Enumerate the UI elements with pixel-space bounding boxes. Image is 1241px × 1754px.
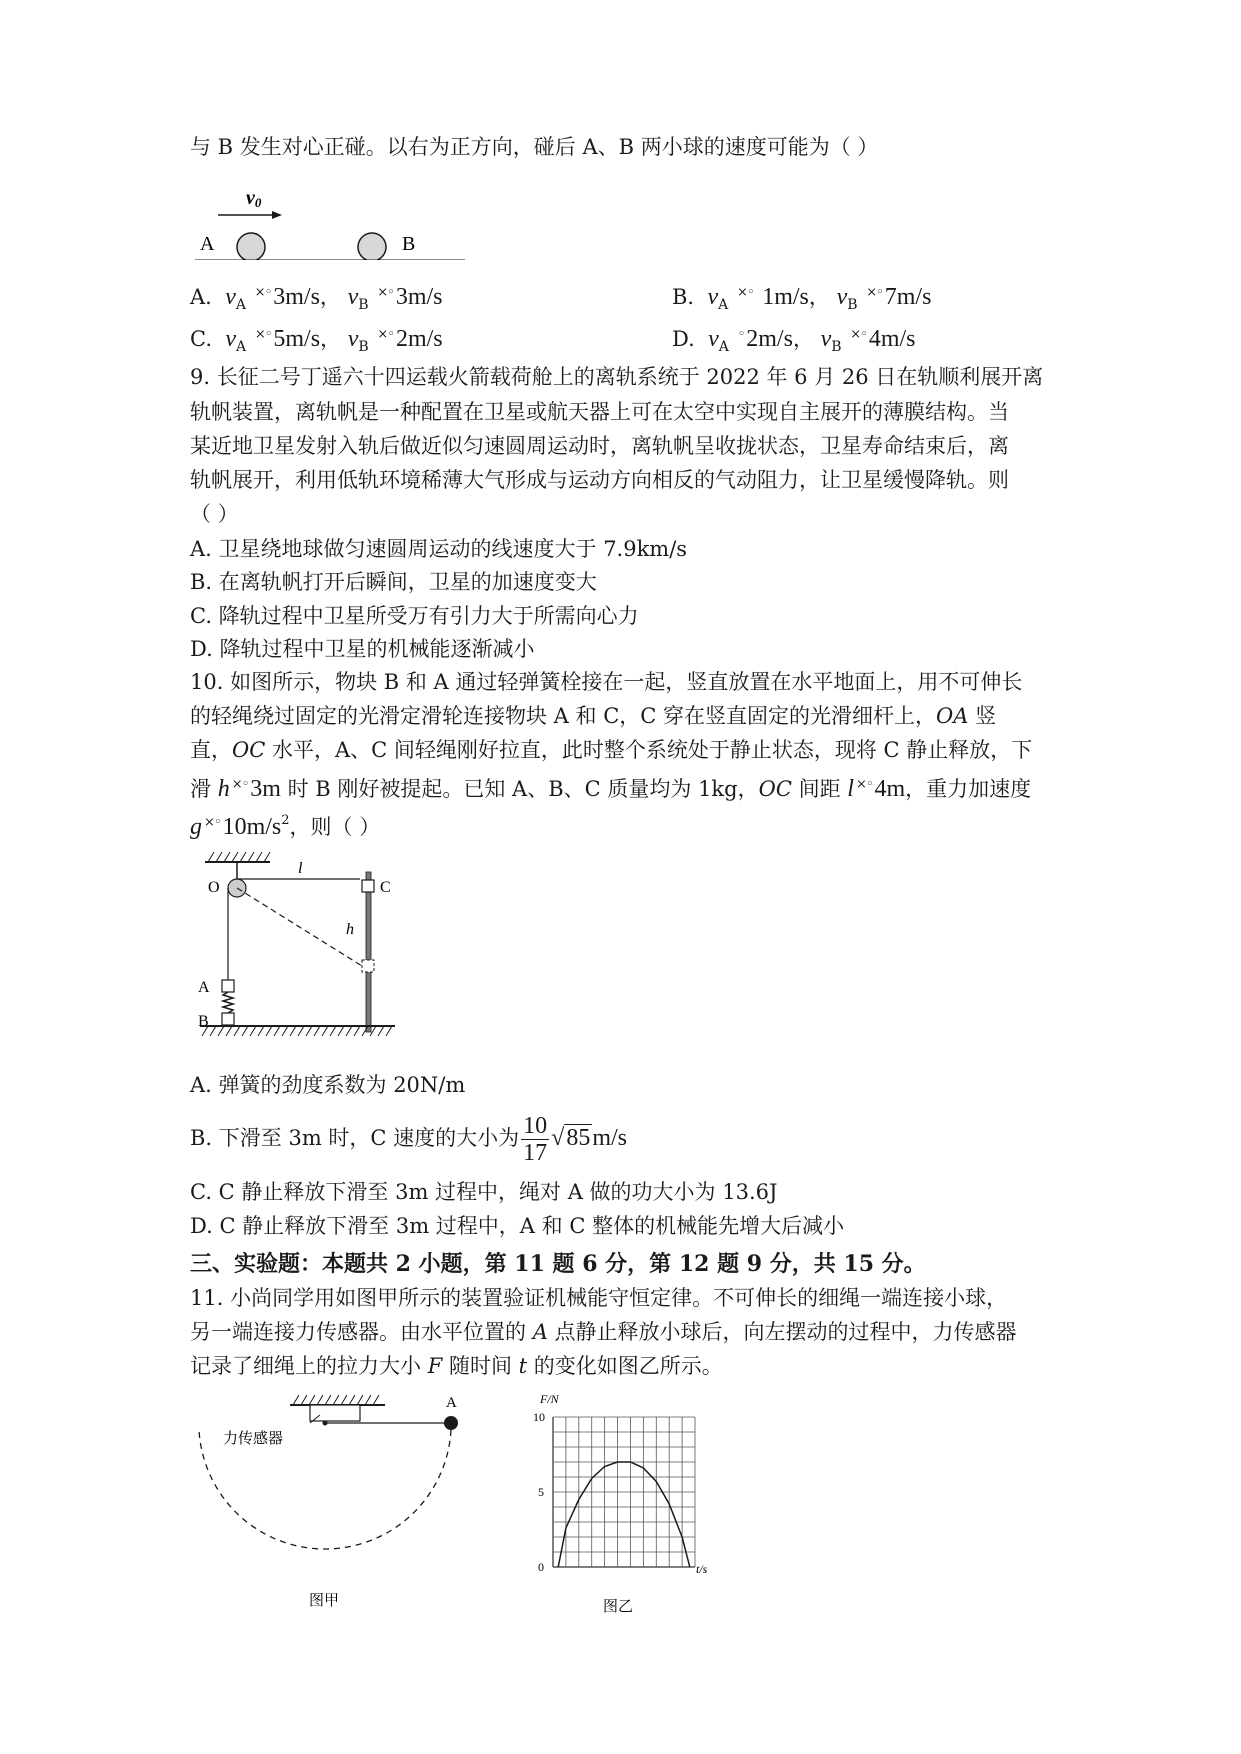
figure-jia (185, 1385, 485, 1625)
q9-line-5: （ ） (190, 502, 239, 526)
section-3-heading: 三、实验题：本题共 2 小题，第 11 题 6 分，第 12 题 9 分，共 15 分。 (190, 1251, 926, 1277)
label-b: B (198, 1013, 209, 1030)
label-c: C (380, 879, 391, 896)
ball-b (358, 233, 386, 260)
q8-option-b: B. $v_A$ ×◦ 1m/s， $v_B$ ×◦7m/s (672, 284, 932, 313)
x-axis-label: t/s (696, 1562, 708, 1576)
label-h: h (346, 921, 354, 938)
swing-path (199, 1430, 451, 1549)
figure-yi-chart (520, 1385, 740, 1625)
caption-yi: 图乙 (603, 1599, 634, 1615)
q10-line-4: 滑 h ×◦3m 时 B 刚好被提起。已知 A、B、C 质量均为 1kg，OC 间距 l ×◦4m，重力加速度 (190, 776, 1032, 802)
q8-intro: 与 B 发生对心正碰。以右为正方向，碰后 A、B 两小球的速度可能为（ ） (190, 135, 879, 159)
force-sensor (310, 1405, 360, 1421)
q10-pulley-figure (190, 848, 410, 1048)
y-tick-5: 5 (538, 1485, 544, 1499)
q9-option-d: D. 降轨过程中卫星的机械能逐渐减小 (190, 637, 535, 661)
q10-option-c: C. C 静止释放下滑至 3m 过程中，绳对 A 做的功大小为 13.6J (190, 1180, 778, 1204)
q9-option-b: B. 在离轨帆打开后瞬间，卫星的加速度变大 (190, 570, 597, 594)
block-c-lower (362, 960, 374, 972)
q10-line-3: 直，OC 水平，A、C 间轻绳刚好拉直，此时整个系统处于静止状态，现将 C 静止释放，下 (190, 738, 1033, 762)
ball-a-label: A (200, 233, 215, 255)
q8-option-a: A. $v_A$ ×◦3m/s， $v_B$ ×◦3m/s (190, 284, 443, 313)
pendulum-ball (444, 1416, 458, 1430)
q9-line-4: 轨帆展开，利用低轨环境稀薄大气形成与运动方向相反的气动阻力，让卫星缓慢降轨。则 (190, 468, 1009, 492)
y-axis-label: F/N (540, 1392, 559, 1406)
label-a: A (198, 979, 210, 996)
spring (223, 992, 233, 1013)
block-b (222, 1013, 234, 1025)
label-l: l (298, 860, 303, 877)
point-a-label: A (446, 1395, 457, 1411)
q10-option-b: B. 下滑至 3m 时，C 速度的大小为 $\frac{10}{17}$ √85m/s (190, 1113, 628, 1166)
caption-jia: 图甲 (309, 1593, 340, 1609)
q8-option-c: C. $v_A$ ×◦5m/s， $v_B$ ×◦2m/s (190, 326, 443, 355)
q9-line-1: 9. 长征二号丁遥六十四运载火箭载荷舱上的离轨系统于 2022 年 6 月 26 日在轨顺利展开离 (190, 365, 1044, 389)
y-tick-0: 0 (538, 1560, 544, 1574)
q9-line-3: 某近地卫星发射入轨后做近似匀速圆周运动时，离轨帆呈收拢状态，卫星寿命结束后，离 (190, 434, 1009, 458)
block-c (362, 880, 374, 892)
q11-line-3: 记录了细绳上的拉力大小 F 随时间 t 的变化如图乙所示。 (190, 1354, 723, 1378)
q9-option-c: C. 降轨过程中卫星所受万有引力大于所需向心力 (190, 604, 639, 628)
rod (366, 872, 371, 1032)
q10-line-5: g $^{\times◦}10m/s^2$，则（ ） (190, 813, 381, 840)
q10-option-d: D. C 静止释放下滑至 3m 过程中，A 和 C 整体的机械能先增大后减小 (190, 1214, 845, 1238)
q8-option-d: D. $v_A$ ◦2m/s， $v_B$ ×◦4m/s (672, 326, 916, 355)
block-a (222, 980, 234, 992)
v0-label: v0 (246, 187, 262, 210)
label-o: O (208, 879, 220, 896)
force-curve (558, 1462, 690, 1567)
q8-collision-figure (190, 180, 480, 260)
q9-option-a: A. 卫星绕地球做匀速圆周运动的线速度大于 7.9km/s (190, 537, 688, 561)
sensor-label: 力传感器 (223, 1431, 284, 1447)
q11-line-2: 另一端连接力传感器。由水平位置的 A 点静止释放小球后，向左摆动的过程中，力传感器 (190, 1320, 1017, 1344)
q10-line-1: 10. 如图所示，物块 B 和 A 通过轻弹簧栓接在一起，竖直放置在水平地面上，用不可伸长 (190, 670, 1023, 694)
q10-line-2: 的轻绳绕过固定的光滑定滑轮连接物块 A 和 C，C 穿在竖直固定的光滑细杆上，OA 竖 (190, 704, 997, 728)
q11-line-1: 11. 小尚同学用如图甲所示的装置验证机械能守恒定律。不可伸长的细绳一端连接小球， (190, 1286, 1008, 1310)
q9-line-2: 轨帆装置，离轨帆是一种配置在卫星或航天器上可在太空中实现自主展开的薄膜结构。当 (190, 400, 1009, 424)
q10-option-a: A. 弹簧的劲度系数为 20N/m (190, 1073, 466, 1097)
y-tick-10: 10 (533, 1410, 545, 1424)
ball-b-label: B (402, 233, 416, 255)
ball-a (237, 233, 265, 260)
